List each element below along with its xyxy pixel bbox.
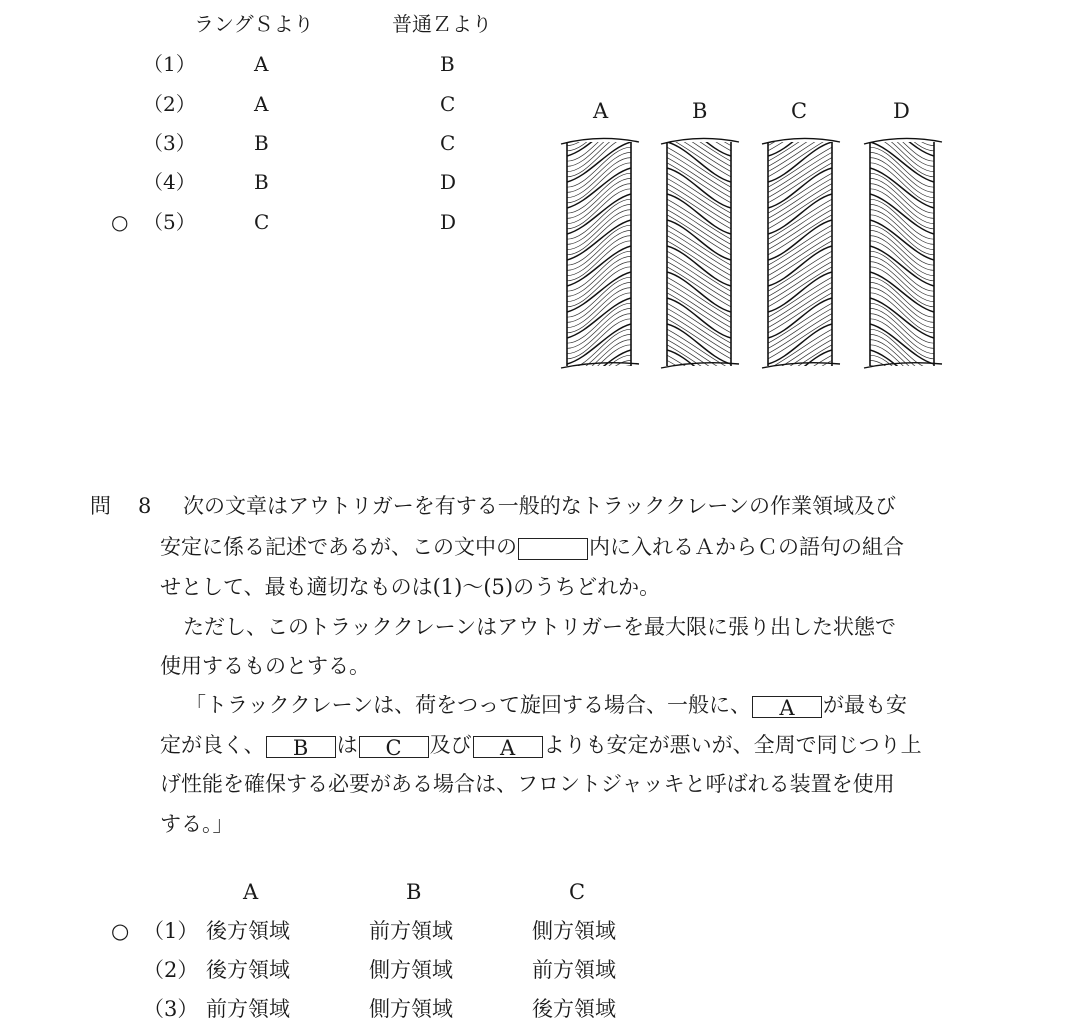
- rope-wire-line: [870, 293, 934, 333]
- rope-wire-line: [567, 267, 631, 307]
- blank-box: [518, 538, 588, 560]
- rope-wire-line: [567, 366, 631, 372]
- option-a: 前方領域: [206, 997, 290, 1021]
- rope-strand-line: [768, 220, 832, 260]
- rope-wire-line: [870, 137, 934, 177]
- rope-strand-line: [870, 324, 934, 364]
- wire-rope-a: [555, 132, 645, 372]
- rope-wire-line: [667, 267, 731, 307]
- q8-header-b: B: [406, 880, 422, 904]
- rope-wire-line: [768, 147, 832, 187]
- rope-wire-line: [567, 173, 631, 213]
- rope-strand-line: [567, 324, 631, 364]
- option-number: （1）: [143, 52, 196, 76]
- q8-text-line: する。」: [160, 812, 234, 836]
- rope-wire-line: [667, 132, 731, 135]
- wire-rope-b: [655, 132, 745, 372]
- rope-wire-line: [567, 215, 631, 255]
- rope-wire-line: [667, 147, 731, 187]
- option-number: （1）: [143, 919, 199, 943]
- rope-strand-line: [870, 168, 934, 208]
- rope-wire-line: [567, 319, 631, 359]
- option-b: 前方領域: [369, 919, 453, 943]
- rope-wire-line: [667, 241, 731, 281]
- rope-wire-line: [667, 189, 731, 229]
- q8-text-line: 安定に係る記述であるが、この文中の 内に入れるＡからＣの語句の組合: [160, 535, 904, 559]
- rope-wire-line: [768, 371, 832, 372]
- rope-wire-line: [768, 366, 832, 372]
- option-b: 側方領域: [369, 997, 453, 1021]
- rope-wire-line: [567, 371, 631, 372]
- rope-wire-line: [870, 199, 934, 239]
- rope-strand-line: [768, 142, 832, 182]
- rope-wire-line: [667, 303, 731, 343]
- rope-wire-line: [768, 163, 832, 203]
- rope-strand-line: [567, 194, 631, 234]
- rope-wire-line: [870, 132, 934, 151]
- q8-text-line: せとして、最も適切なものは(1)～(5)のうちどれか。: [160, 575, 661, 599]
- rope-wire-line: [870, 132, 934, 135]
- option-c: 後方領域: [532, 997, 616, 1021]
- rope-strand-line: [667, 298, 731, 338]
- rope-strand-line: [768, 194, 832, 234]
- rope-wire-line: [667, 132, 731, 151]
- option-col2: C: [440, 131, 456, 155]
- wire-rope-c: [756, 132, 846, 372]
- rope-wire-line: [768, 199, 832, 239]
- rope-wire-line: [870, 319, 934, 359]
- rope-strand-line: [667, 194, 731, 234]
- rope-wire-line: [768, 303, 832, 343]
- rope-wire-line: [567, 132, 631, 135]
- wire-rope-d: [858, 132, 948, 372]
- rope-wire-line: [768, 215, 832, 255]
- rope-strand-line: [870, 194, 934, 234]
- option-col2: C: [440, 92, 456, 116]
- rope-strand-line: [667, 246, 731, 286]
- rope-wire-line: [567, 137, 631, 177]
- rope-wire-line: [870, 163, 934, 203]
- option-col1: B: [254, 170, 269, 194]
- correct-answer-circle-icon: ○: [111, 210, 129, 234]
- rope-strand-line: [870, 350, 934, 372]
- rope-wire-line: [567, 303, 631, 343]
- rope-strand-line: [567, 350, 631, 372]
- rope-strand-line: [667, 272, 731, 312]
- rope-wire-line: [768, 225, 832, 265]
- rope-strand-line: [667, 168, 731, 208]
- rope-strand-line: [567, 272, 631, 312]
- rope-strand-line: [567, 168, 631, 208]
- rope-wire-line: [870, 267, 934, 307]
- rope-wire-line: [567, 277, 631, 317]
- rope-wire-line: [870, 251, 934, 291]
- rope-wire-line: [567, 132, 631, 151]
- rope-wire-line: [667, 293, 731, 333]
- rope-wire-line: [870, 173, 934, 213]
- option-number: （2）: [143, 958, 199, 982]
- option-b: 側方領域: [369, 958, 453, 982]
- option-a: 後方領域: [206, 919, 290, 943]
- rope-wire-line: [768, 137, 832, 177]
- rope-wire-line: [768, 319, 832, 359]
- rope-wire-line: [667, 199, 731, 239]
- q8-header-a: A: [243, 880, 259, 904]
- rope-wire-line: [870, 241, 934, 281]
- rope-wire-line: [768, 189, 832, 229]
- rope-wire-line: [667, 277, 731, 317]
- q8-text-line: 使用するものとする。: [160, 654, 370, 678]
- rope-strand-line: [768, 168, 832, 208]
- rope-wire-line: [768, 293, 832, 333]
- rope-label-a: A: [593, 99, 609, 123]
- rope-wire-line: [567, 225, 631, 265]
- rope-strand-line: [567, 246, 631, 286]
- rope-wire-line: [667, 215, 731, 255]
- rope-wire-line: [768, 132, 832, 135]
- option-number: （3）: [143, 997, 199, 1021]
- rope-wire-line: [870, 189, 934, 229]
- rope-strand-line: [667, 324, 731, 364]
- option-c: 側方領域: [532, 919, 616, 943]
- option-col1: C: [254, 210, 270, 234]
- option-number: （2）: [143, 92, 196, 116]
- rope-wire-line: [667, 173, 731, 213]
- rope-wire-line: [870, 147, 934, 187]
- rope-strand-line: [768, 246, 832, 286]
- option-col2: B: [440, 52, 455, 76]
- rope-wire-line: [768, 277, 832, 317]
- rope-wire-line: [870, 277, 934, 317]
- rope-wire-line: [667, 225, 731, 265]
- blank-box-a: A: [473, 736, 543, 758]
- blank-box-b: B: [266, 736, 336, 758]
- rope-wire-line: [870, 303, 934, 343]
- rope-strand-line: [768, 298, 832, 338]
- correct-answer-circle-icon: ○: [111, 919, 130, 943]
- rope-wire-line: [667, 251, 731, 291]
- rope-strand-line: [870, 220, 934, 260]
- rope-strand-line: [870, 272, 934, 312]
- rope-strand-line: [768, 272, 832, 312]
- rope-strand-line: [870, 246, 934, 286]
- option-c: 前方領域: [532, 958, 616, 982]
- rope-strand-line: [667, 220, 731, 260]
- q8-text-line: 「トラッククレーンは、荷をつって旋回する場合、一般に、 A が最も安: [185, 693, 907, 720]
- rope-label-d: D: [893, 99, 910, 123]
- rope-wire-line: [667, 371, 731, 372]
- rope-strand-line: [768, 324, 832, 364]
- q8-header-c: C: [569, 880, 586, 904]
- option-col2: D: [440, 170, 457, 194]
- rope-wire-line: [567, 241, 631, 281]
- q8-text-line: ただし、このトラッククレーンはアウトリガーを最大限に張り出した状態で: [183, 615, 896, 639]
- question-number: 8: [138, 494, 152, 518]
- rope-wire-line: [768, 132, 832, 151]
- rope-strand-line: [567, 298, 631, 338]
- q7-header-futsu-z: 普通Ｚより: [392, 12, 492, 36]
- blank-box-a: A: [752, 696, 822, 718]
- option-number: （3）: [143, 131, 196, 155]
- rope-wire-line: [870, 215, 934, 255]
- rope-wire-line: [768, 267, 832, 307]
- rope-wire-line: [667, 163, 731, 203]
- rope-wire-line: [667, 319, 731, 359]
- rope-wire-line: [870, 366, 934, 372]
- question-label: 問: [90, 494, 111, 518]
- rope-strand-line: [870, 132, 934, 156]
- rope-strand-line: [567, 220, 631, 260]
- rope-label-b: B: [692, 99, 708, 123]
- rope-wire-line: [667, 366, 731, 372]
- rope-wire-line: [870, 225, 934, 265]
- rope-strand-line: [870, 142, 934, 182]
- option-col1: A: [254, 52, 269, 76]
- rope-wire-line: [768, 173, 832, 213]
- rope-strand-line: [667, 142, 731, 182]
- option-a: 後方領域: [206, 958, 290, 982]
- rope-wire-line: [567, 147, 631, 187]
- rope-wire-line: [567, 293, 631, 333]
- option-number: （5）: [143, 210, 196, 234]
- rope-wire-line: [567, 251, 631, 291]
- rope-label-c: C: [791, 99, 808, 123]
- rope-wire-line: [567, 163, 631, 203]
- option-col2: D: [440, 210, 457, 234]
- rope-wire-line: [667, 137, 731, 177]
- blank-box-c: C: [359, 736, 429, 758]
- rope-wire-line: [768, 241, 832, 281]
- q8-text-line: げ性能を確保する必要がある場合は、フロントジャッキと呼ばれる装置を使用: [160, 772, 895, 796]
- option-number: （4）: [143, 170, 196, 194]
- rope-strand-line: [870, 298, 934, 338]
- q8-text-line: 次の文章はアウトリガーを有する一般的なトラッククレーンの作業領域及び: [183, 494, 896, 518]
- option-col1: A: [254, 92, 269, 116]
- rope-wire-line: [870, 371, 934, 372]
- q8-text-line: 定が良く、 B は C 及び A よりも安定が悪いが、全周で同じつり上: [160, 733, 922, 760]
- option-col1: B: [254, 131, 269, 155]
- rope-wire-line: [567, 199, 631, 239]
- q7-header-lang-s: ラングＳより: [194, 12, 314, 36]
- rope-wire-line: [567, 189, 631, 229]
- rope-wire-line: [768, 251, 832, 291]
- rope-strand-line: [567, 142, 631, 182]
- rope-strand-line: [567, 132, 631, 156]
